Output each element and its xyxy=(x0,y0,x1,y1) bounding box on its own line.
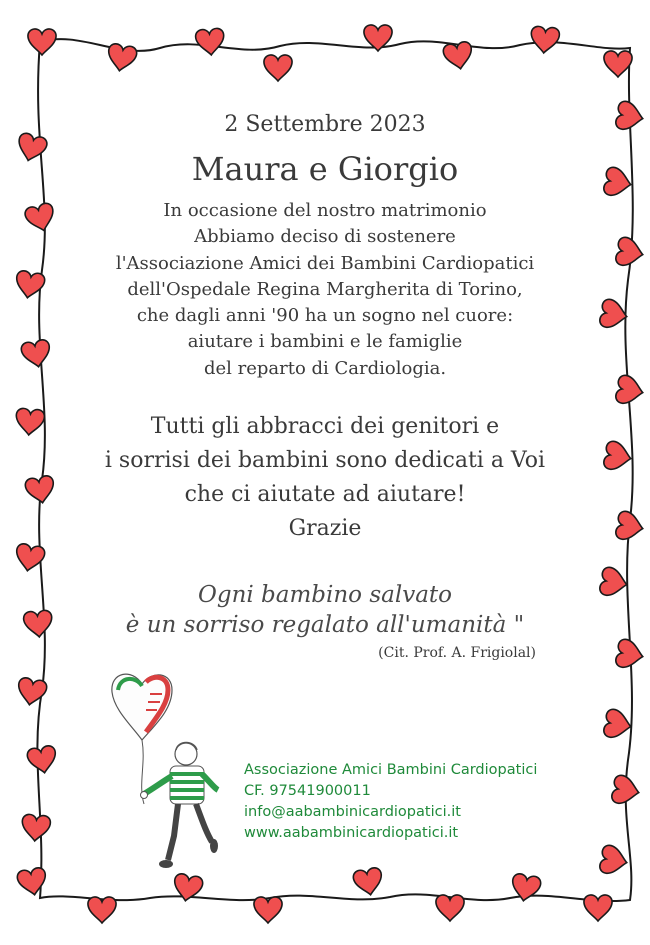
heart-icon xyxy=(442,41,474,71)
message-line: In occasione del nostro matrimonio xyxy=(163,200,487,221)
heart-icon xyxy=(28,29,56,55)
heart-icon xyxy=(604,51,632,77)
message-line: dell'Ospedale Regina Margherita di Torino, xyxy=(127,278,523,300)
heart-icon xyxy=(436,895,464,921)
heart-icon xyxy=(510,873,542,903)
thanks-line: che ci aiutate ad aiutare! xyxy=(184,482,466,507)
thanks-block xyxy=(0,410,650,546)
heart-icon xyxy=(106,43,138,73)
heart-icon xyxy=(16,677,48,707)
thanks-line: i sorrisi dei bambini sono dedicati a Voi xyxy=(104,448,546,473)
heart-icon xyxy=(615,638,645,670)
quote-line: è un sorriso regalato all'umanità " xyxy=(125,612,525,638)
couple-names: Maura e Giorgio xyxy=(191,150,459,188)
message-line: aiutare i bambini e le famiglie xyxy=(187,331,463,353)
heart-icon xyxy=(599,844,629,876)
heart-icon xyxy=(254,897,282,923)
thanks-line: Grazie xyxy=(288,516,362,541)
association-email[interactable]: info@aabambinicardiopatici.it xyxy=(244,804,461,820)
association-name: Associazione Amici Bambini Cardiopatici xyxy=(244,762,538,778)
heart-icon xyxy=(88,897,116,923)
association-website[interactable]: www.aabambinicardiopatici.it xyxy=(244,825,459,841)
thanks-line: Tutti gli abbracci dei genitori e xyxy=(150,414,500,439)
heart-icon xyxy=(16,867,48,897)
message-line: del reparto di Cardiologia. xyxy=(203,357,447,379)
heart-icon xyxy=(352,867,384,897)
quote-block xyxy=(0,580,650,640)
message-block xyxy=(0,198,650,382)
heart-icon xyxy=(264,55,292,81)
heart-icon xyxy=(195,28,225,56)
association-cf: CF. 97541900011 xyxy=(244,783,371,799)
heart-icon xyxy=(21,814,51,842)
message-line: che dagli anni '90 ha un sogno nel cuore: xyxy=(136,305,514,327)
association-contact-block xyxy=(244,760,537,844)
heart-icon xyxy=(611,774,641,806)
child-with-heart-balloon-illustration xyxy=(102,664,232,879)
heart-icon xyxy=(26,745,58,775)
message-line: l'Associazione Amici dei Bambini Cardiopatici xyxy=(115,252,535,274)
heart-icon xyxy=(530,26,560,54)
message-line: Abbiamo deciso di sostenere xyxy=(194,226,456,248)
quote-citation: (Cit. Prof. A. Frigiolal) xyxy=(378,645,536,661)
quote-line: Ogni bambino salvato xyxy=(197,582,453,608)
heart-icon xyxy=(603,708,633,740)
wedding-date: 2 Settembre 2023 xyxy=(224,112,426,137)
heart-icon xyxy=(584,895,612,921)
